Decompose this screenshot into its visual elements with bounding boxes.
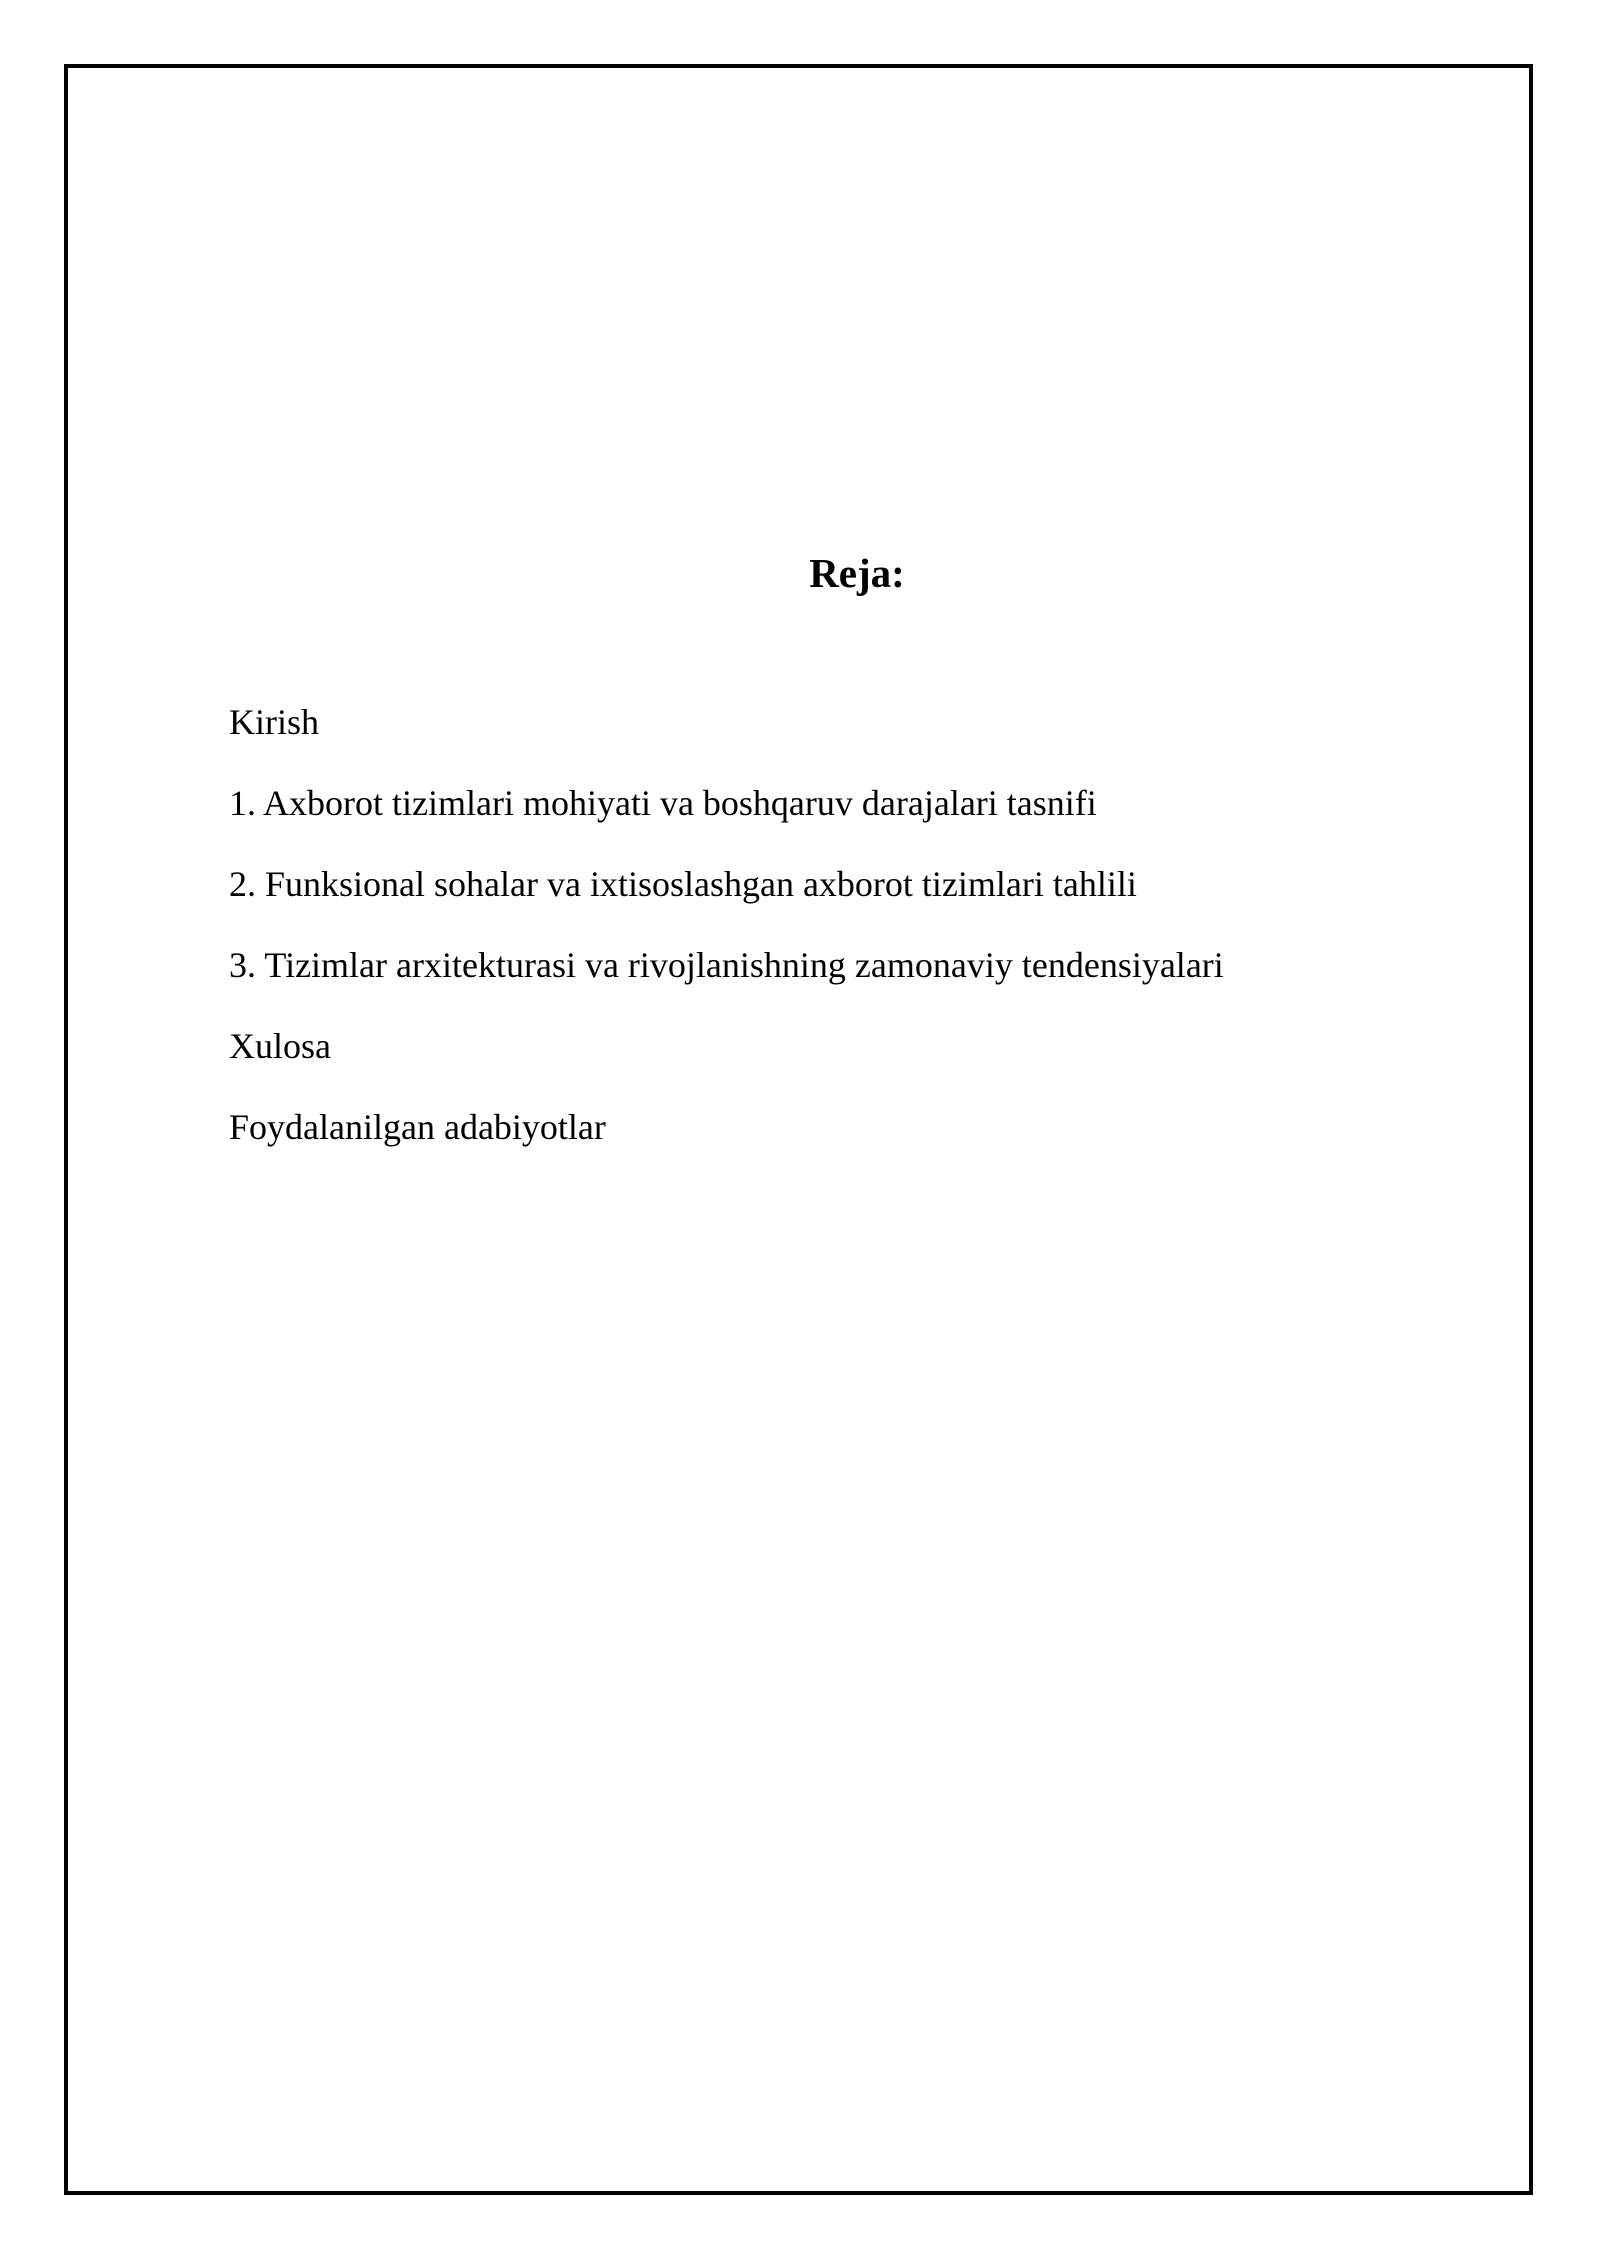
plan-item-introduction: Kirish bbox=[229, 702, 319, 742]
plan-title: Reja: bbox=[809, 550, 905, 596]
plan-item-chapter-3: 3. Tizimlar arxitekturasi va rivojlanishning zamonaviy tendensiyalari bbox=[229, 945, 1224, 985]
plan-item-chapter-2: 2. Funksional sohalar va ixtisoslashgan axborot tizimlari tahlili bbox=[229, 864, 1137, 904]
plan-item-references: Foydalanilgan adabiyotlar bbox=[229, 1107, 606, 1147]
plan-item-chapter-1: 1. Axborot tizimlari mohiyati va boshqaruv darajalari tasnifi bbox=[229, 783, 1097, 823]
plan-item-conclusion: Xulosa bbox=[229, 1026, 331, 1066]
plan-list bbox=[229, 698, 1224, 1184]
